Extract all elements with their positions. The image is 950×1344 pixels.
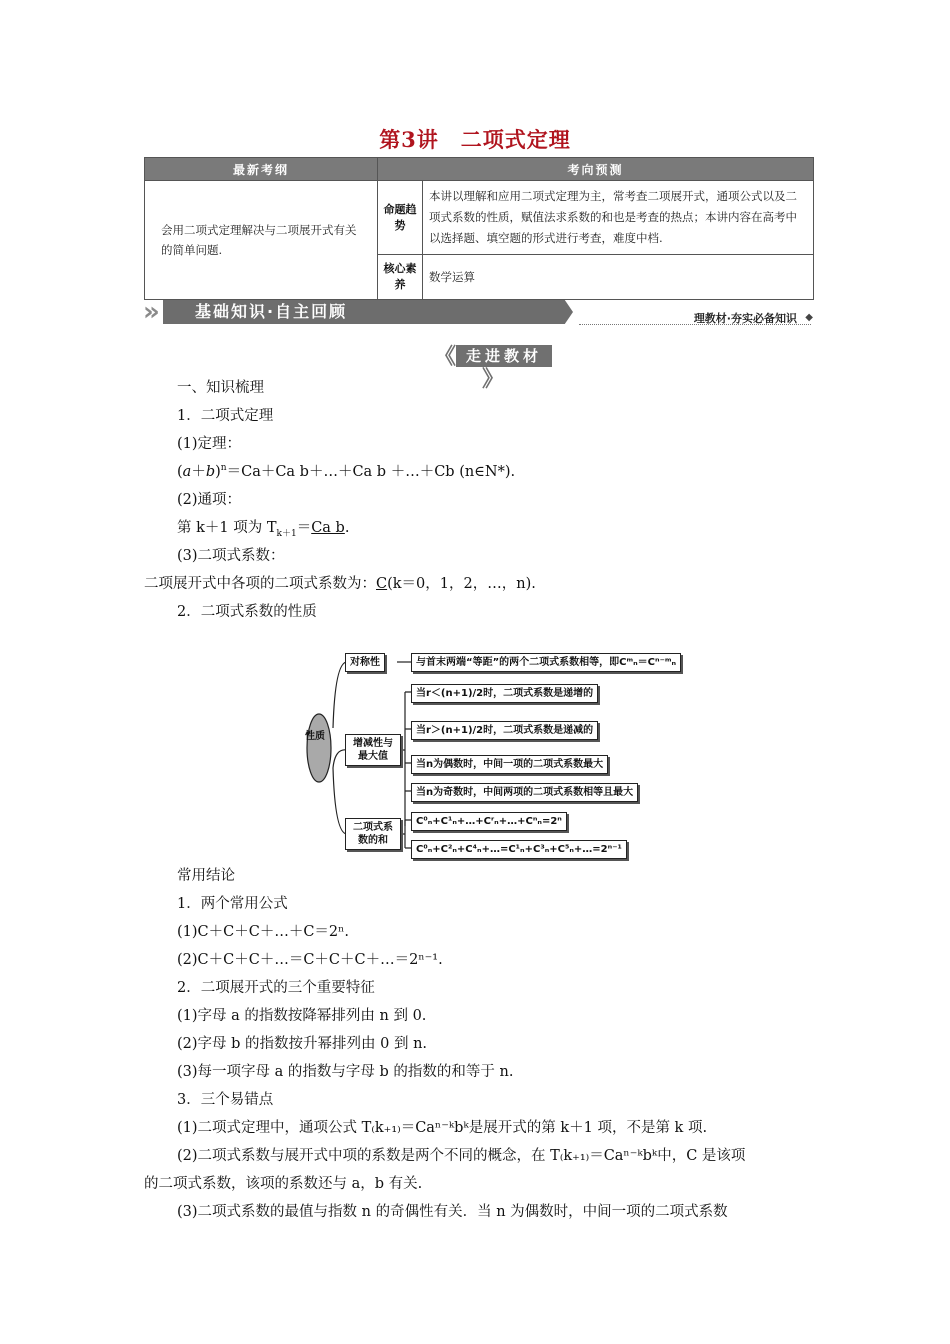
syllabus-row-text: 数学运算 (423, 255, 814, 300)
formula-sub: k＋1 (276, 528, 297, 539)
heading: 2．二项展开式的三个重要特征 (177, 980, 375, 996)
formula-answer: C (376, 576, 388, 592)
syllabus-left-text: 会用二项式定理解决与二项展开式有关的简单问题. (145, 181, 378, 300)
page-title: 第3讲 二项式定理 (379, 127, 571, 152)
syllabus-row-text: 本讲以理解和应用二项式定理为主，常考查二项展开式，通项公式以及二项式系数的性质，赋值法求系数的和也是考查的热点；本讲内容在高考中以选择题、填空题的形式进行考查，难度中档. (423, 181, 814, 255)
diagram-branch: 二项式系数的和 (345, 818, 401, 850)
text-line: (1)二项式定理中，通项公式 T₍k₊₁₎＝Caⁿ⁻ᵏbᵏ是展开式的第 k＋1 项，不是第 k 项. (177, 1120, 708, 1136)
formula-text: ＝Ca＋Ca b＋…＋Ca b ＋…＋Cb (n∈N*). (226, 464, 516, 480)
text-span: (k＝0，1，2，…，n). (387, 576, 536, 592)
formula-line (177, 518, 349, 538)
section-tag (428, 343, 558, 392)
text-span: 二项展开式中各项的二项式系数为： (144, 576, 376, 592)
syllabus-header-left: 最新考纲 (145, 158, 378, 181)
heading: 3．三个易错点 (177, 1092, 274, 1108)
syllabus-header-right: 考向预测 (378, 158, 814, 181)
root-node (307, 714, 331, 782)
text-line (144, 574, 536, 594)
diagram-item: 当n为奇数时，中间两项的二项式系数相等且最大 (411, 783, 638, 802)
formula-var: b (205, 464, 216, 480)
diagram-branch: 对称性 (345, 653, 385, 672)
properties-diagram (305, 648, 685, 863)
text-line: (3)每一项字母 a 的指数与字母 b 的指数的和等于 n. (177, 1064, 514, 1080)
diagram-item: C⁰ₙ+C¹ₙ+…+Cʳₙ+…+Cⁿₙ=2ⁿ (411, 812, 567, 831)
formula-text: ＋ (191, 464, 206, 480)
diamond-icon: ◆ (805, 312, 813, 323)
formula-var: a (182, 464, 192, 480)
formula-answer: Ca b (311, 520, 345, 536)
diagram-root-label: 性质 (305, 731, 325, 742)
syllabus-row-label: 命题趋势 (378, 181, 423, 255)
text-line: (3)二项式系数： (177, 548, 285, 564)
diagram-item: 当r＞(n+1)/2时，二项式系数是递减的 (411, 721, 598, 740)
chevron-icon: » (143, 297, 160, 327)
section-banner (143, 298, 815, 328)
banner-subtitle: 理教材·夯实必备知识 (693, 312, 797, 325)
formula-exp: n (220, 463, 227, 474)
heading: 1．两个常用公式 (177, 896, 288, 912)
formula-text: ) (215, 464, 221, 480)
formula-line (177, 462, 515, 482)
text-line: (3)二项式系数的最值与指数 n 的奇偶性有关．当 n 为偶数时，中间一项的二项式系数 (177, 1204, 728, 1220)
formula-text: . (344, 520, 350, 536)
syllabus-row-label: 核心素养 (378, 255, 423, 300)
formula-text: ( (177, 464, 183, 480)
section-tag-label: 走进教材 (456, 345, 552, 367)
diagram-branch: 增减性与最大值 (345, 734, 401, 766)
heading: 2．二项式系数的性质 (177, 604, 317, 620)
text-line: 的二项式系数，该项的系数还与 a，b 有关. (144, 1176, 423, 1192)
diagram-item: 当n为偶数时，中间一项的二项式系数最大 (411, 755, 608, 774)
banner-title: 基础知识·自主回顾 (195, 302, 348, 321)
formula-text: ＝ (296, 520, 312, 536)
heading: 常用结论 (177, 868, 235, 884)
text-line: (2)C＋C＋C＋…＝C＋C＋C＋…＝2ⁿ⁻¹. (177, 952, 443, 968)
diagram-item: 与首末两端“等距”的两个二项式系数相等，即Cᵐₙ＝Cⁿ⁻ᵐₙ (411, 653, 681, 672)
text-line: (2)二项式系数与展开式中项的系数是两个不同的概念，在 T₍k₊₁₎＝Caⁿ⁻ᵏbᵏ中，C 是该项 (177, 1148, 746, 1164)
text-line: (2)字母 b 的指数按升幂排列由 0 到 n. (177, 1036, 428, 1052)
left-bracket-icon: 《 (433, 343, 456, 370)
formula-text: 第 k＋1 项为 T (177, 520, 277, 536)
text-line: (1)字母 a 的指数按降幂排列由 n 到 0. (177, 1008, 427, 1024)
right-bracket-icon: 》 (481, 365, 504, 392)
text-line: (1)C＋C＋C＋…＋C＝2ⁿ. (177, 924, 350, 940)
diagram-item: 当r＜(n+1)/2时，二项式系数是递增的 (411, 684, 598, 703)
syllabus-table (144, 157, 814, 300)
heading: 1．二项式定理 (177, 408, 274, 424)
heading: 一、知识梳理 (177, 380, 264, 396)
diagram-item: C⁰ₙ+C²ₙ+C⁴ₙ+…=C¹ₙ+C³ₙ+C⁵ₙ+…=2ⁿ⁻¹ (411, 840, 627, 859)
text-line: (1)定理： (177, 436, 242, 452)
text-line: (2)通项： (177, 492, 242, 508)
